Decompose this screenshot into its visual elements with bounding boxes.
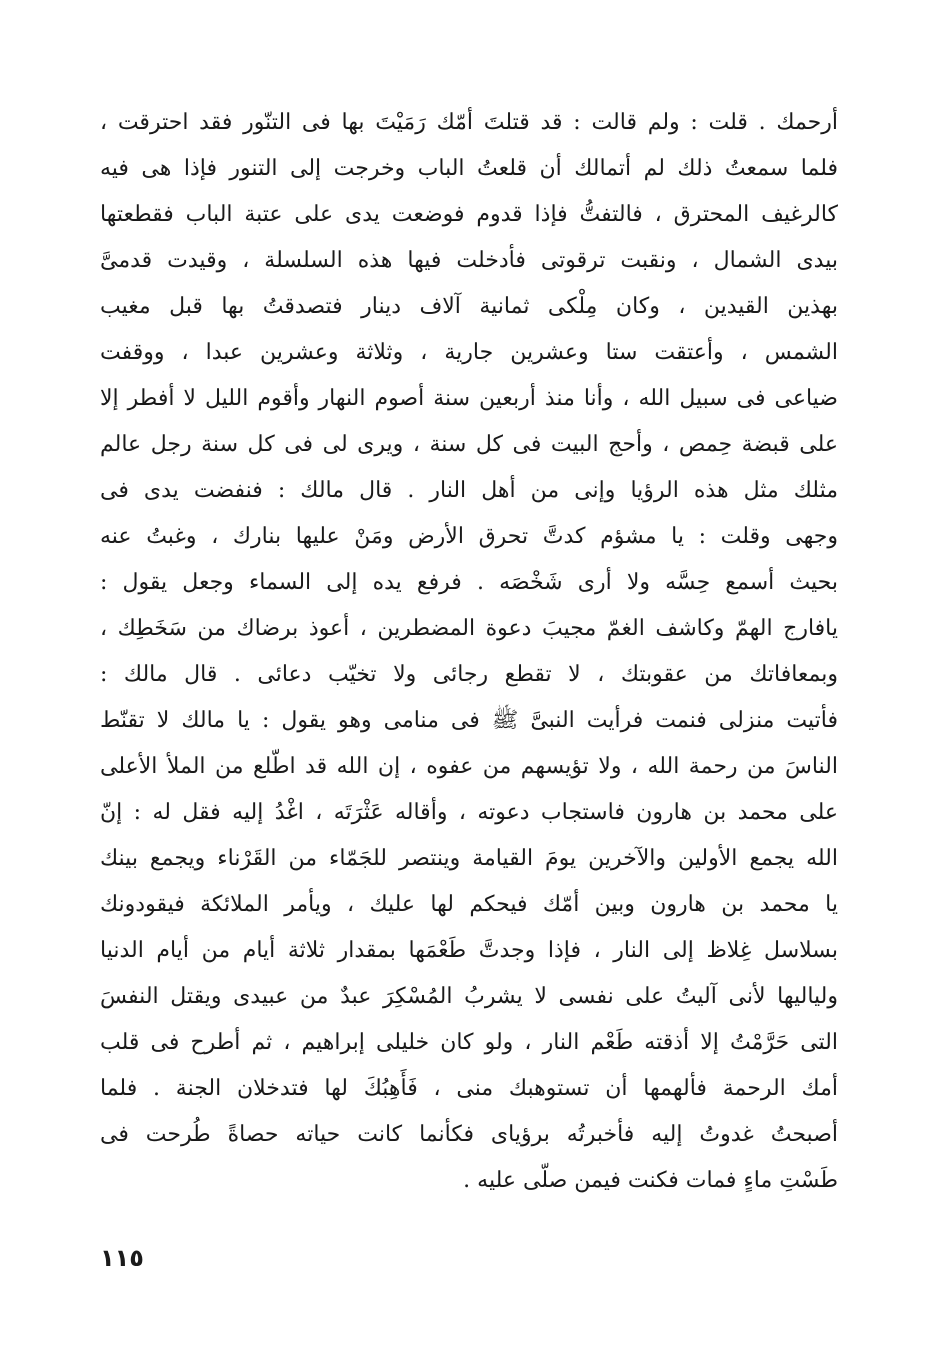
text-line: فلما سمعتُ ذلك لم أتمالك أن قلعتُ الباب وخرجت إلى التنور فإذا هى فيه [100,156,838,181]
text-line: مثلك مثل هذه الرؤيا وإنى من أهل النار . قال مالك : فنفضت يدى فى [100,478,838,503]
text-line: ولياليها لأنى آليتُ على نفسى لا يشربُ المُسْكِرَ عبدٌ من عبيدى ويقتل النفسَ [100,984,838,1009]
text-line: بيدى الشمال ، ونقبت ترقوتى فأدخلت فيها هذه السلسلة ، وقيدت قدمىَّ [100,248,838,273]
text-line: التى حَرَّمْتُ إلا أذقته طَعْم النار ، ولو كان خليلى إبراهيم ، ثم أطرح فى قلب [100,1030,838,1055]
body-text [100,100,838,1204]
text-line: كالرغيف المحترق ، فالتفتُّ فإذا قدوم فوضعت يدى على عتبة الباب فقطعتها [100,202,838,227]
text-line: وبمعافاتك من عقوبتك ، لا تقطع رجائى ولا تخيّب دعائى . قال مالك : [100,662,838,687]
text-line: يا محمد بن هارون وبين أمّك فيحكم لها عليك ، ويأمر الملائكة فيقودونك [100,892,838,917]
text-line: على محمد بن هارون فاستجاب دعوته ، وأقاله عَثْرَتَه ، اغْدُ إليه فقل له : إنّ [100,800,838,825]
text-line: فأتيت منزلى فنمت فرأيت النبىَّ ﷺ فى منامى وهو يقول : يا مالك لا تقنّط [100,708,838,733]
text-line: بحيث أسمع حِسَّه ولا أرى شَخْصَه . فرفع يده إلى السماء وجعل يقول : [100,570,838,595]
text-line: الله يجمع الأولين والآخرين يومَ القيامة وينتصر للجَمّاء من القَرْناء ويجمع بينك [100,846,838,871]
text-line: الناسَ من رحمة الله ، ولا تؤيسهم من عفوه ، إن الله قد اطّلع من الملأ الأعلى [100,754,838,779]
page-number: ١١٥ [100,1244,144,1272]
text-line: أرحمك . قلت : ولم قالت : قد قتلتَ أمّك رَمَيْتَ بها فى التنّور فقد احترقت ، [100,110,838,135]
text-line: وجهى وقلت : يا مشؤم كدتَّ تحرق الأرض ومَنْ عليها بنارك ، وغبتُ عنه [100,524,838,549]
text-line: أصبحتُ غدوتُ إليه فأخبرتُه برؤياى فكأنما كانت حياته حصاةً طُرحت فى [100,1122,838,1147]
text-line: طَسْتِ ماءٍ فمات فكنت فيمن صلّى عليه . [463,1168,838,1193]
text-line: بهذين القيدين ، وكان مِلْكى ثمانية آلاف دينار فتصدقتُ بها قبل مغيب [100,294,838,319]
text-line: بسلاسل غِلاظ إلى النار ، فإذا وجدتَّ طَعْمَها بمقدار ثلاثة أيام من أيام الدنيا [100,938,838,963]
text-line: أمك الرحمة فألهمها أن تستوهبك منى ، فَأَهِبُكَ لها فتدخلان الجنة . فلما [100,1076,838,1101]
text-line: على قبضة حِمص ، وأحج البيت فى كل سنة ، ويرى لى فى كل سنة رجل عالم [100,432,838,457]
text-line: ضياعى فى سبيل الله ، وأنا منذ أربعين سنة أصوم النهار وأقوم الليل لا أفطر إلا [100,386,838,411]
text-line: يافارج الهمّ وكاشف الغمّ مجيبَ دعوة المضطرين ، أعوذ برضاك من سَخَطِك ، [100,616,838,641]
text-line: الشمس ، وأعتقت ستا وعشرين جارية ، وثلاثة وعشرين عبدا ، ووقفت [100,340,838,365]
